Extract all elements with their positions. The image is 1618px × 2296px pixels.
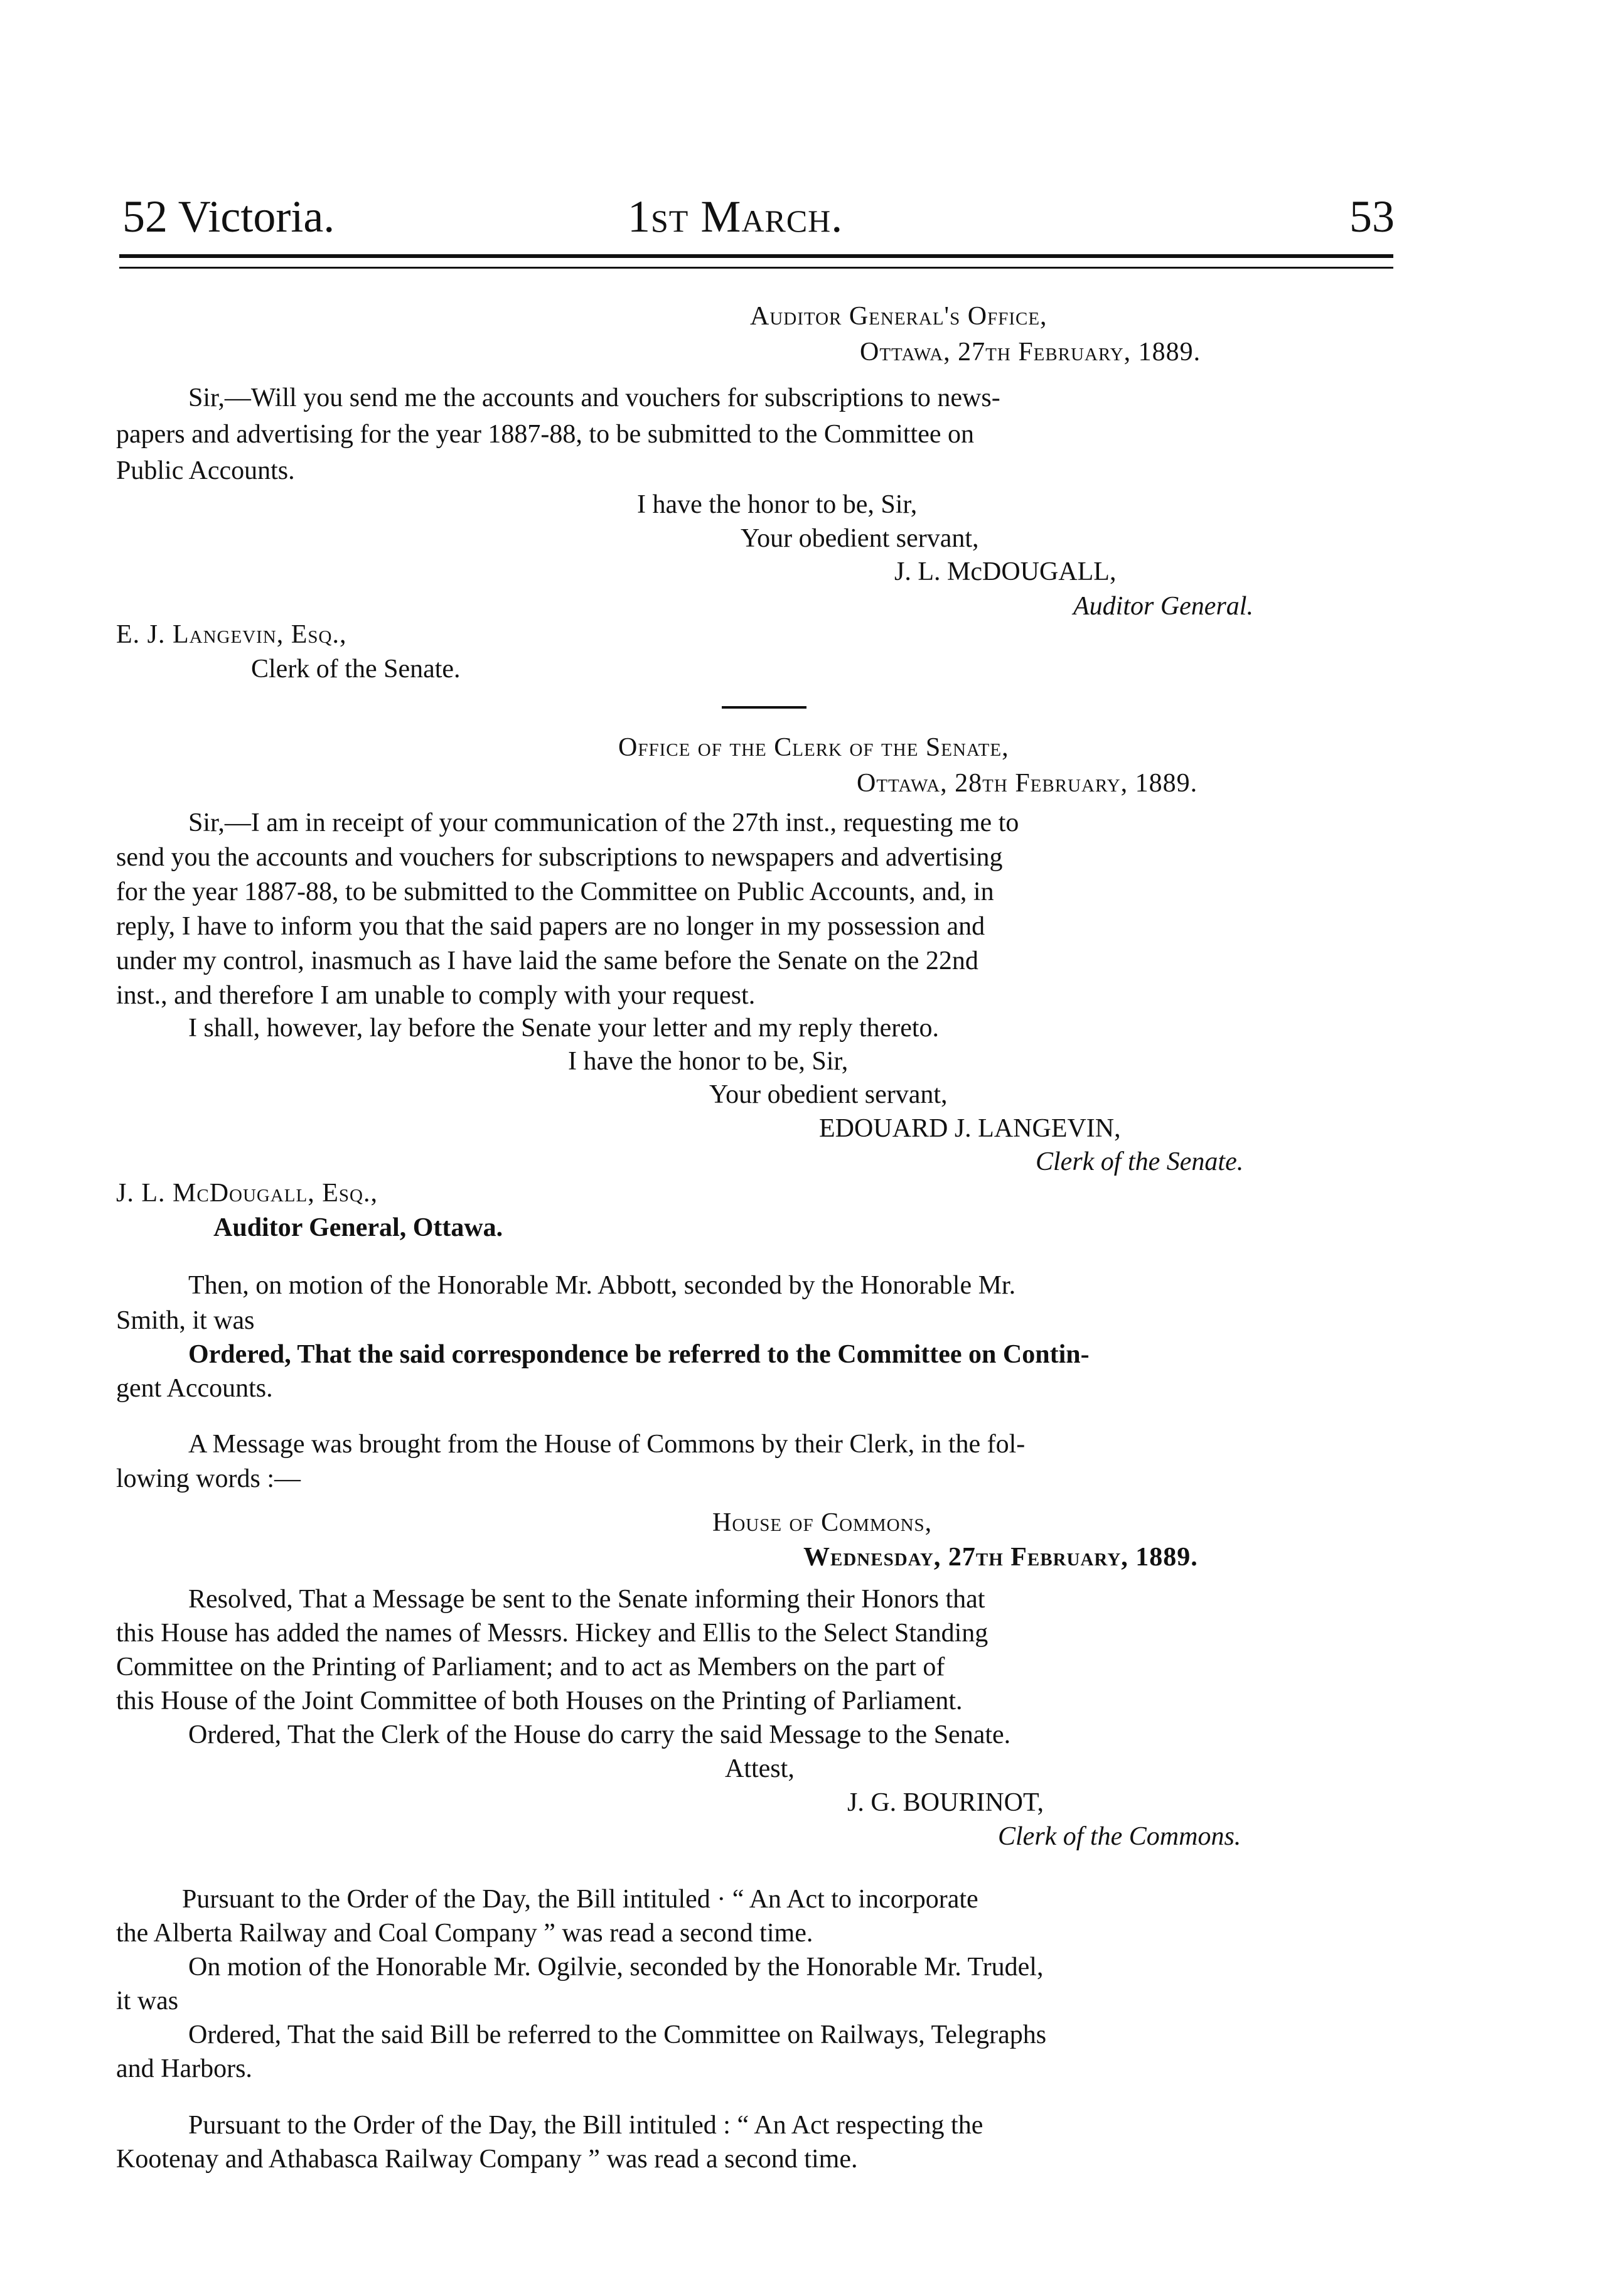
letter1-place-date: Ottawa, 27th February, 1889.	[860, 338, 1201, 367]
message-body-line: this House of the Joint Committee of both Houses on the Printing of Parliament.	[116, 1687, 963, 1715]
letter1-addressee-name: E. J. Langevin, Esq.,	[116, 620, 347, 649]
letter1-body-line: papers and advertising for the year 1887-88, to be submitted to the Committee on	[116, 420, 975, 449]
message-signatory-title: Clerk of the Commons.	[998, 1822, 1241, 1851]
letter2-body-line: send you the accounts and vouchers for subscriptions to newspapers and advertising	[116, 843, 1003, 872]
letter2-signature: EDOUARD J. LANGEVIN,	[819, 1114, 1121, 1143]
message-body-line: this House has added the names of Messrs. Hickey and Ellis to the Select Standing	[116, 1619, 988, 1648]
motion-line: Smith, it was	[116, 1306, 255, 1335]
bill1-line: On motion of the Honorable Mr. Ogilvie, seconded by the Honorable Mr. Trudel,	[188, 1953, 1044, 1982]
bill1-line: it was	[116, 1987, 179, 2015]
letter1-body-line: Public Accounts.	[116, 456, 295, 485]
letter2-body-line: Sir,—I am in receipt of your communication of the 27th inst., requesting me to	[188, 808, 1019, 837]
bill1-line: Pursuant to the Order of the Day, the Bill intituled · “ An Act to incorporate	[182, 1885, 978, 1914]
letter2-closing: I have the honor to be, Sir,	[568, 1047, 849, 1076]
message-date: Wednesday, 27th February, 1889.	[803, 1543, 1198, 1572]
letter1-office: Auditor General's Office,	[750, 302, 1047, 331]
letter2-body-line: inst., and therefore I am unable to comply with your request.	[116, 981, 756, 1010]
letter2-body-line: under my control, inasmuch as I have laid the same before the Senate on the 22nd	[116, 947, 978, 975]
motion-line: Then, on motion of the Honorable Mr. Abbott, seconded by the Honorable Mr.	[188, 1271, 1016, 1300]
message-body-line: Ordered, That the Clerk of the House do carry the said Message to the Senate.	[188, 1720, 1011, 1749]
section-divider	[722, 706, 806, 709]
message-intro-line: lowing words :—	[116, 1464, 301, 1493]
motion-line: gent Accounts.	[116, 1374, 273, 1403]
message-body-line: Committee on the Printing of Parliament; and to act as Members on the part of	[116, 1653, 945, 1682]
letter2-office: Office of the Clerk of the Senate,	[618, 733, 1009, 762]
letter2-signatory-title: Clerk of the Senate.	[1036, 1147, 1244, 1176]
header-rule-thin	[119, 267, 1393, 269]
message-signature: J. G. BOURINOT,	[847, 1788, 1044, 1817]
letter1-closing: I have the honor to be, Sir,	[637, 490, 918, 519]
page-number: 53	[1349, 191, 1395, 242]
letter1-body-line: Sir,—Will you send me the accounts and vouchers for subscriptions to news-	[188, 384, 1000, 412]
bill1-line: Ordered, That the said Bill be referred to the Committee on Railways, Telegraphs	[188, 2020, 1047, 2049]
letter2-body-line: for the year 1887-88, to be submitted to the Committee on Public Accounts, and, in	[116, 877, 994, 906]
letter2-closing: Your obedient servant,	[709, 1080, 948, 1109]
letter2-body-line: reply, I have to inform you that the said papers are no longer in my possession and	[116, 912, 985, 941]
bill1-line: the Alberta Railway and Coal Company ” was read a second time.	[116, 1919, 813, 1948]
bill2-line: Kootenay and Athabasca Railway Company ” was read a second time.	[116, 2145, 858, 2174]
letter2-place-date: Ottawa, 28th February, 1889.	[857, 769, 1198, 798]
header-date: 1st March.	[628, 191, 844, 242]
letter1-closing: Your obedient servant,	[741, 524, 979, 553]
letter1-signature: J. L. McDOUGALL,	[894, 557, 1117, 586]
letter2-addressee-title: Auditor General, Ottawa.	[213, 1213, 503, 1242]
letter2-addressee-name: J. L. McDougall, Esq.,	[116, 1179, 378, 1208]
letter1-signatory-title: Auditor General.	[1073, 592, 1253, 621]
header-session: 52 Victoria.	[122, 191, 335, 242]
letter1-addressee-title: Clerk of the Senate.	[251, 655, 461, 684]
bill2-line: Pursuant to the Order of the Day, the Bill intituled : “ An Act respecting the	[188, 2111, 983, 2140]
message-intro-line: A Message was brought from the House of Commons by their Clerk, in the fol-	[188, 1430, 1026, 1459]
bill1-line: and Harbors.	[116, 2054, 252, 2083]
letter2-body-line: I shall, however, lay before the Senate your letter and my reply thereto.	[188, 1014, 940, 1043]
motion-line: Ordered, That the said correspondence be referred to the Committee on Contin-	[188, 1340, 1090, 1369]
header-rule-thick	[119, 254, 1393, 258]
message-attest: Attest,	[725, 1754, 795, 1783]
message-body-line: Resolved, That a Message be sent to the Senate informing their Honors that	[188, 1585, 985, 1614]
message-house: House of Commons,	[712, 1508, 933, 1537]
